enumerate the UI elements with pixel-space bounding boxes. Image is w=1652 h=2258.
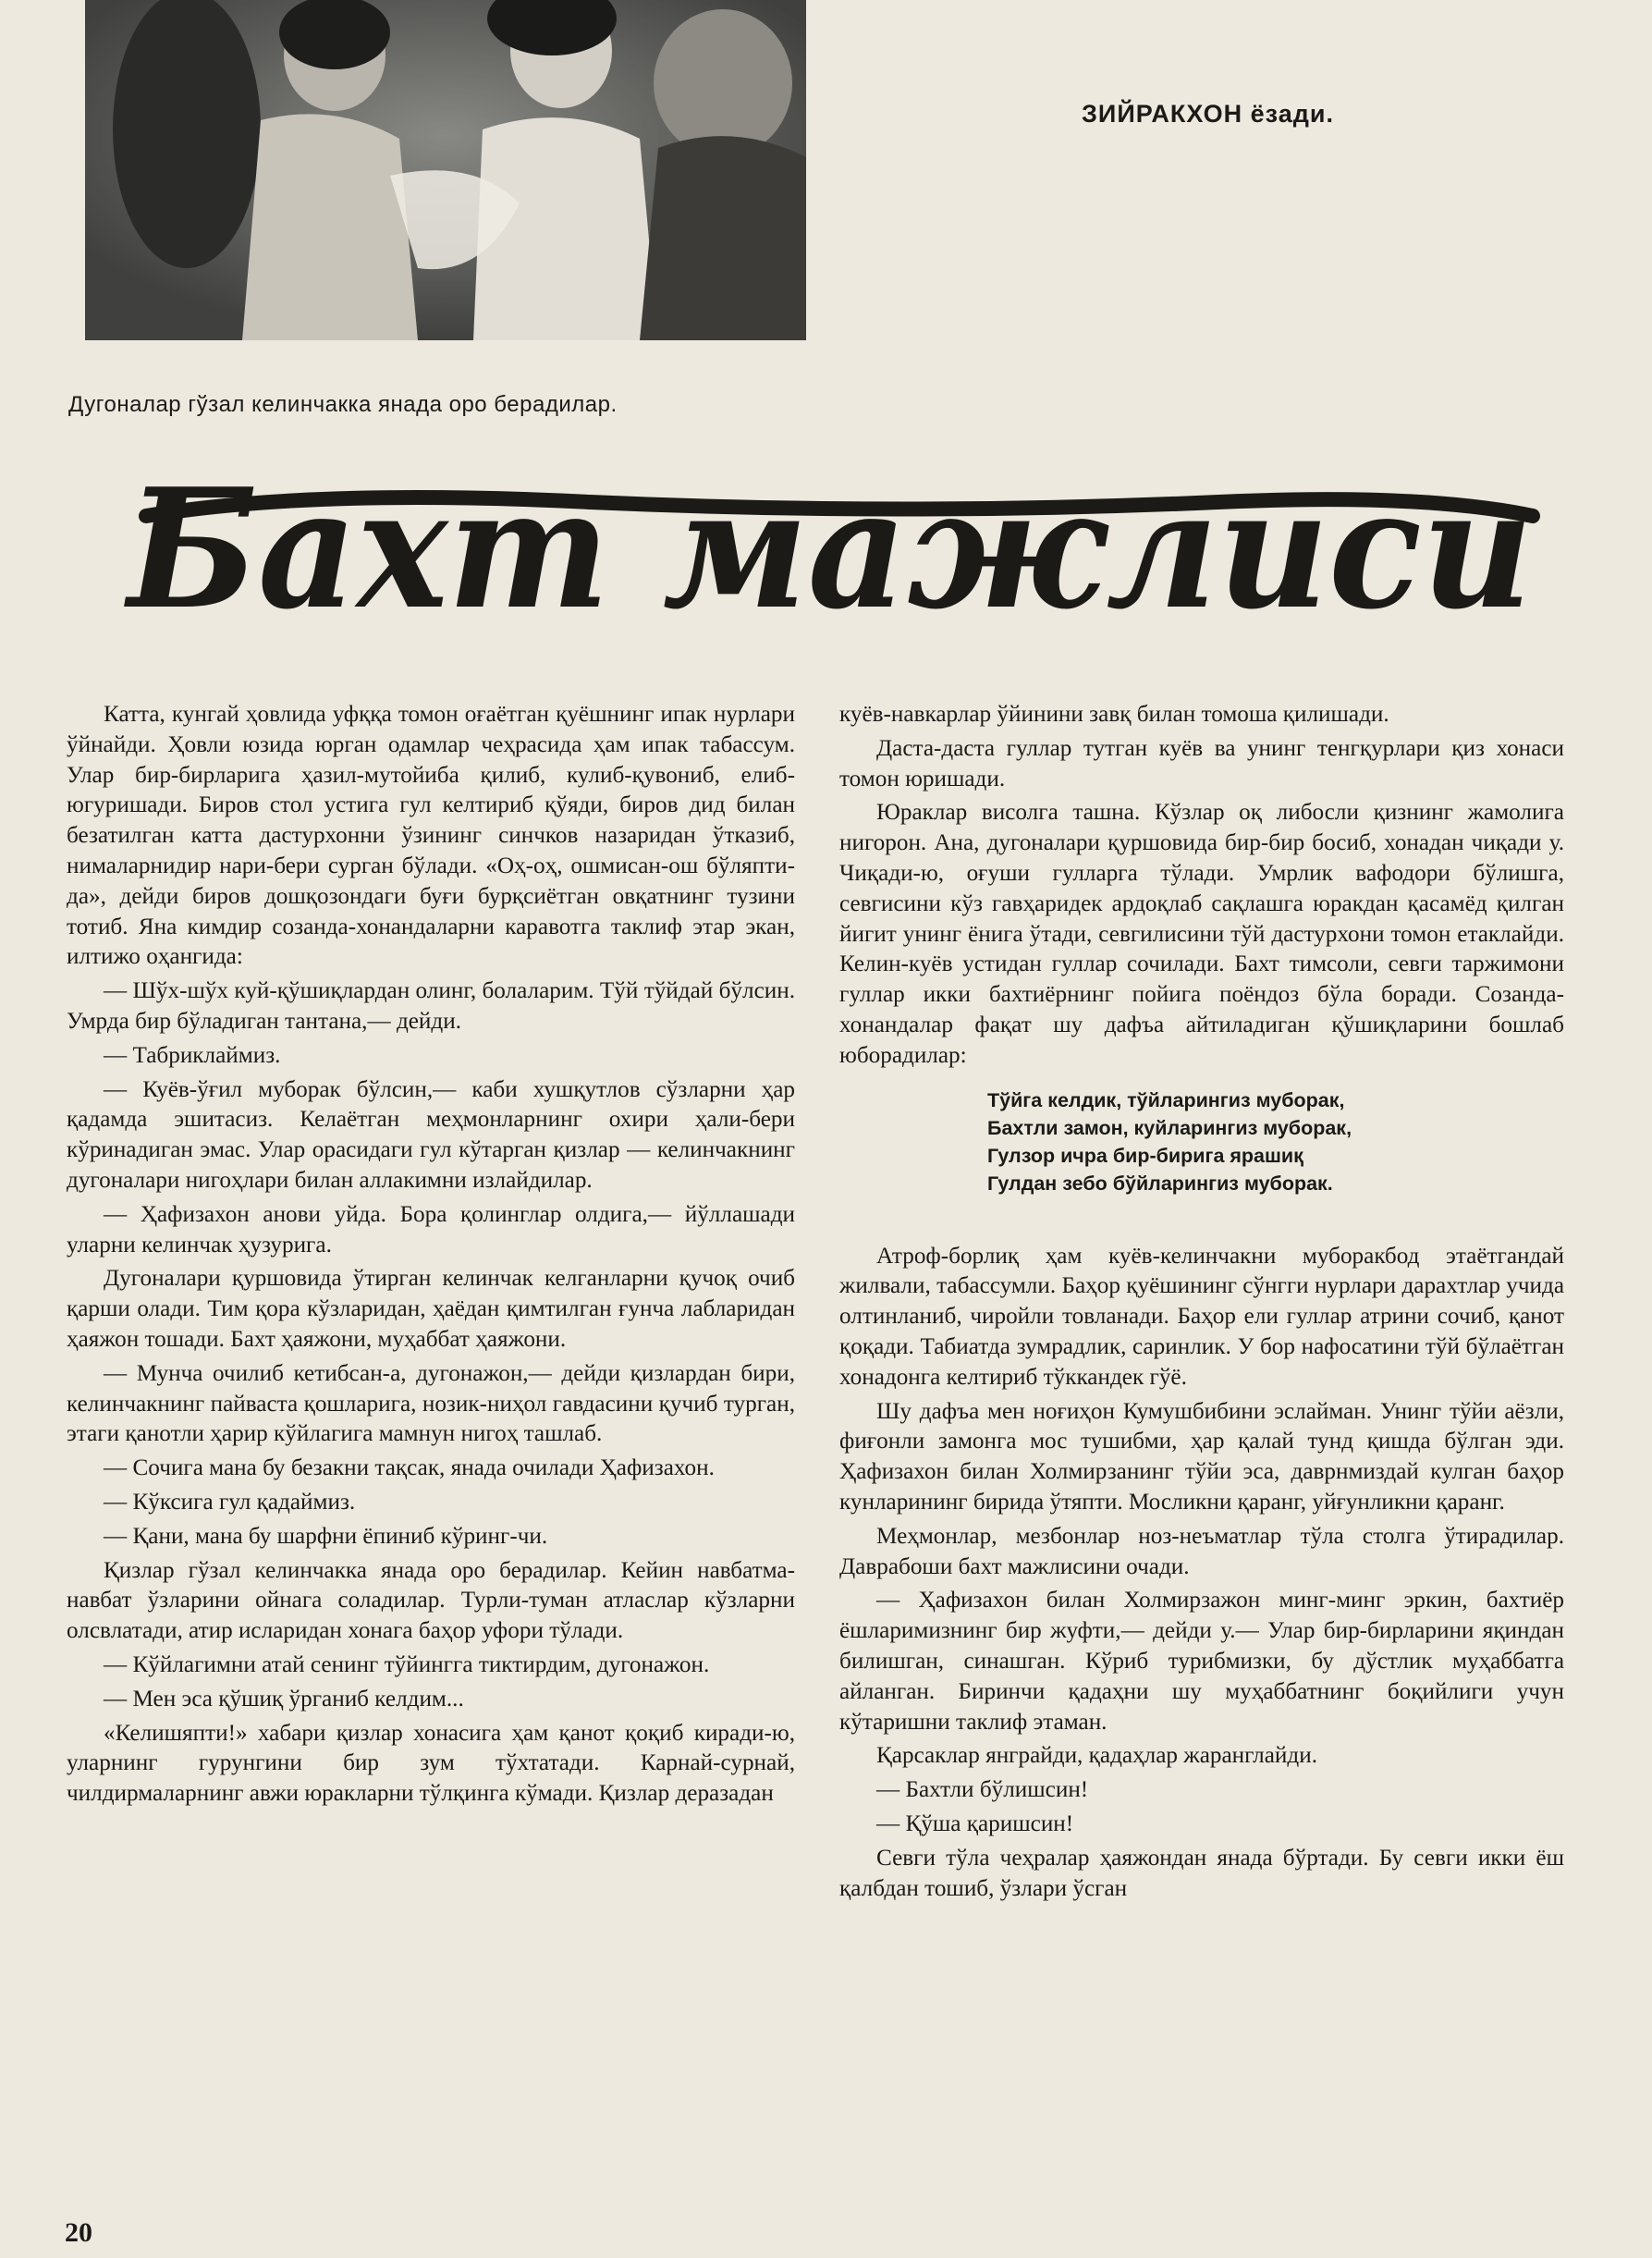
- paragraph: Меҳмонлар, мезбонлар ноз-неъматлар тўла столга ўтирадилар. Даврабоши бахт мажлисини очади.: [839, 1523, 1564, 1579]
- title-text: Бахт мажлиси: [123, 452, 1533, 636]
- paragraph: — Бахтли бўлишсин!: [876, 1777, 1089, 1803]
- poem-line: Гулзор ичра бир-бирига ярашиқ: [987, 1144, 1303, 1167]
- paragraph: — Кўйлагимни атай сенинг тўйингга тиктирдим, дугонажон.: [104, 1651, 710, 1677]
- paragraph: Севги тўла чеҳралар ҳаяжондан янада бўртади. Бу севги икки ёш қалбдан тошиб, ўзлари ўсган: [839, 1845, 1564, 1901]
- paragraph: Юраклар висолга ташна. Кўзлар оқ либосли қизнинг жамолига нигорон. Ана, дугоналари қуршовида бир-бир босиб, хонадан чиқади у. Чиқади-ю, оғуши гулларга тўлади. Умрлик вафодори бўлишга, севгисини кўз гавҳаридек ардоқлаб сақлашга юракдан қасамёд қилган йигит унинг ёнига ўтади, севгилисини тўй дастурхони томон етаклайди. Келин-куёв устидан гуллар сочилади. Бахт тимсоли, севги таржимони гуллар икки бахтиёрнинг пойига поёндоз бўла боради. Созанда-хонандалар фақат шу дафъа айтиладиган қўшиқларини бошлаб юборадилар:: [839, 800, 1564, 1068]
- photo-caption: Дугоналар гўзал келинчакка янада оро берадилар.: [68, 392, 618, 417]
- right-column: [839, 700, 1564, 1908]
- poem-line: Бахтли замон, куйларингиз муборак,: [987, 1116, 1352, 1139]
- paragraph: Дугоналари қуршовида ўтирган келинчак келганларни қучоқ очиб қарши олади. Тим қора кўзларидан, ҳаёдан қимтилган ғунча лабларидан ҳаяжон тошади. Бахт ҳаяжони, муҳаббат ҳаяжони.: [67, 1266, 795, 1352]
- paragraph: — Мунча очилиб кетибсан-а, дугонажон,— дейди қизлардан бири, келинчакнинг пайваста қошларига, нозик-ниҳол гавдасини қучиб турган, этаги қанотли ҳарир кўйлагига мамнун нигоҳ ташлаб.: [67, 1360, 795, 1447]
- byline: ЗИЙРАКХОН ёзади.: [1082, 100, 1334, 128]
- paragraph: — Табриклаймиз.: [104, 1042, 281, 1068]
- photo: [85, 0, 806, 340]
- photo-image: [85, 0, 806, 340]
- paragraph: — Қани, мана бу шарфни ёпиниб кўринг-чи.: [104, 1523, 548, 1549]
- paragraph: Шу дафъа мен ноғиҳон Кумушбибини эслайман. Унинг тўйи аёзли, фиғонли замонга мос тушибми, ҳар қалай тунд қишда бўлган эди. Ҳафизахон билан Холмирзанинг тўйи эса, даврнмиздай кулган баҳор кунларининг бирида ўтяпти. Мосликни қаранг, уйғунликни қаранг.: [839, 1398, 1564, 1515]
- paragraph: Қарсаклар янграйди, қадаҳлар жаранглайди.: [876, 1743, 1318, 1769]
- paragraph: — Мен эса қўшиқ ўрганиб келдим...: [104, 1686, 464, 1712]
- paragraph: Даста-даста гуллар тутган куёв ва унинг тенгқурлари қиз хонаси томон юришади.: [839, 735, 1564, 792]
- paragraph: — Ҳафизахон анови уйда. Бора қолинглар олдига,— йўллашади уларни келинчак ҳузурига.: [67, 1201, 795, 1258]
- paragraph: Атроф-борлиқ ҳам куёв-келинчакни муборакбод этаётгандай жилвали, табассумли. Баҳор қуёшининг сўнгги нурлари дарахтлар учида олтинланиб, чиройли товланади. Баҳор ели гуллар атрини сочиб, қанот қоқади. Табиатда зумрадлик, саринлик. У бор нафосатини тўй бўлаётган хонадонга келтириб тўккандек гўё.: [839, 1243, 1564, 1390]
- poem-line: Тўйга келдик, тўйларингиз муборак,: [987, 1088, 1345, 1111]
- article-title: [109, 451, 1551, 636]
- paragraph: — Шўх-шўх куй-қўшиқлардан олинг, болаларим. Тўй тўйдай бўлсин. Умрда бир бўладиган тантана,— дейди.: [67, 978, 795, 1034]
- poem-line: Гулдан зебо бўйларингиз муборак.: [987, 1172, 1333, 1195]
- poem: [987, 1086, 1564, 1197]
- paragraph: Қизлар гўзал келинчакка янада оро берадилар. Кейин навбатма-навбат ўзларини ойнага соладилар. Турли-туман атласлар кўзларни олсвлатади, атир исларидан хонага баҳор уфори тўлади.: [67, 1557, 795, 1644]
- paragraph: «Келишяпти!» хабари қизлар хонасига ҳам қанот қоқиб киради-ю, уларнинг гурунгини бир зум тўхтатади. Карнай-сурнай, чилдирмаларнинг авжи юракларни тўлқинга кўмади. Қизлар деразадан: [67, 1720, 795, 1807]
- paragraph: Катта, кунгай ҳовлида уфққа томон оғаётган қуёшнинг ипак нурлари ўйнайди. Ҳовли юзида юрган одамлар чеҳрасида ҳам ипак табассум. Улар бир-бирларига ҳазил-мутойиба қилиб, кулиб-қувониб, елиб-югуришади. Биров стол устига гул келтириб қўяди, биров дид билан безатилган катта дастурхонни ўзининг синчков назаридан ўтказиб, нималарнидир нари-бери сурган бўлади. «Оҳ-оҳ, ошмисан-ош бўляпти-да», дейди биров дошқозондаги буғи бурқсиётган овқатнинг тузини тотиб. Яна кимдир созанда-хонандаларни каравотга таклиф этар экан, илтижо оҳангида:: [67, 702, 795, 970]
- paragraph: — Ҳафизахон билан Холмирзажон минг-минг эркин, бахтиёр ёшларимизнинг бир жуфти,— дейди у.— Улар бир-бирларини яқиндан билишган, синашган. Кўриб турибмизки, бу дўстлик муҳаббатга айланган. Биринчи қадаҳни шу муҳаббатнинг боқийлиги учун кўтаришни таклиф этаман.: [839, 1588, 1564, 1735]
- paragraph: — Кўксига гул қадаймиз.: [104, 1489, 356, 1515]
- paragraph: куёв-навкарлар ўйинини завқ билан томоша қилишади.: [839, 702, 1389, 727]
- paragraph: — Қўша қаришсин!: [876, 1810, 1074, 1836]
- paragraph: — Куёв-ўғил муборак бўлсин,— каби хушқутлов сўзларни ҳар қадамда эшитасиз. Келаётган меҳмонларнинг охири ҳали-бери кўринадиган эмас. Улар орасидаги гул кўтарган қизлар — келинчакнинг дугоналари нигоҳлари билан аллакимни излайдилар.: [67, 1076, 795, 1193]
- page-number: 20: [65, 2217, 92, 2248]
- paragraph: — Сочига мана бу безакни тақсак, янада очилади Ҳафизахон.: [104, 1455, 715, 1481]
- left-column: [67, 700, 795, 1813]
- title-lettering: [109, 451, 1551, 636]
